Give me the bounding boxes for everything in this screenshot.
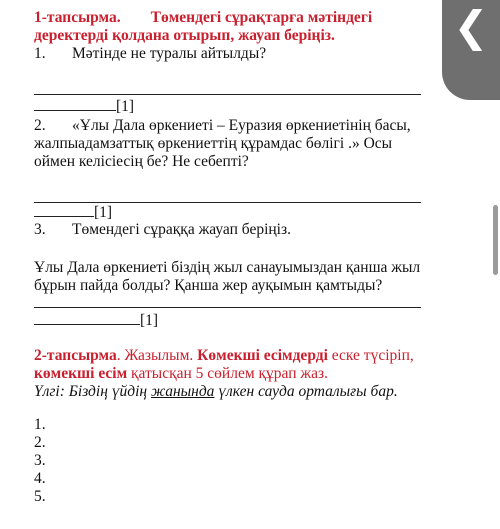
example-suffix: үлкен сауда орталығы бар. <box>214 383 398 400</box>
answer-line-1 <box>34 94 421 95</box>
question-3-text: Төмендегі сұраққа жауап беріңіз. <box>72 221 291 238</box>
question-3-number: 3. <box>34 221 46 238</box>
example-prefix: Үлгі: Біздің үйдің <box>34 383 151 400</box>
question-3-line1: Ұлы Дала өркениеті біздің жыл санауымыздан қанша жыл <box>34 259 421 276</box>
chevron-left-icon: ❮ <box>453 2 489 51</box>
back-button[interactable] <box>442 0 500 100</box>
question-2-line3: оймен келісіесің бе? Не себепті? <box>34 153 249 170</box>
task2-header-line1 <box>34 347 414 365</box>
question-1-score: [1] <box>116 98 135 115</box>
question-2-number: 2. <box>34 117 46 134</box>
task2-header-line2 <box>34 365 328 383</box>
task2-label-rest: . Жазылым. <box>116 347 198 364</box>
task1-instruction-line2: деректерді қолдана отырып, жауап беріңіз. <box>34 27 335 44</box>
question-3-line2: бұрын пайда болды? Қанша жер ауқымын қамтыды? <box>34 277 383 294</box>
list-item: 1. <box>34 416 46 433</box>
task1-label: 1-тапсырма. <box>34 9 121 26</box>
question-2-line2: жалпыадамзаттық өркениеттің құрамдас бөлігі .» Осы <box>34 135 393 152</box>
task2-label: 2-тапсырма <box>34 347 117 364</box>
scrollbar[interactable] <box>493 205 498 275</box>
question-2-line1: «Ұлы Дала өркениеті – Еуразия өркениетінің басы, <box>72 117 411 134</box>
answer-line-3 <box>34 307 421 308</box>
question-1 <box>34 45 266 63</box>
question-3-score: [1] <box>140 312 159 329</box>
task1-header-line1 <box>34 9 372 27</box>
question-2 <box>34 117 411 135</box>
task1-instruction-line1: Төмендегі сұрақтарға мәтіндегі <box>150 9 373 26</box>
example-underlined: жанында <box>150 383 215 400</box>
question-3 <box>34 221 291 239</box>
answer-short-line-1 <box>34 97 134 116</box>
task2-highlight-2: көмекші есім <box>34 365 128 382</box>
list-item: 4. <box>34 470 46 487</box>
task2-rest-2: қатысқан 5 сөйлем құрап жаз. <box>127 365 328 382</box>
task2-highlight-1: Көмекші есімдерді <box>197 347 328 364</box>
task2-rest-1: еске түсіріп, <box>327 347 414 364</box>
list-item: 3. <box>34 452 46 469</box>
question-1-text: Мәтінде не туралы айтылды? <box>72 45 267 62</box>
question-1-number: 1. <box>34 45 46 62</box>
answer-short-line-3 <box>34 311 158 330</box>
question-2-score: [1] <box>94 204 113 221</box>
list-item: 5. <box>34 488 46 505</box>
list-item: 2. <box>34 434 46 451</box>
task2-example <box>34 383 398 401</box>
answer-short-line-2 <box>34 203 112 222</box>
